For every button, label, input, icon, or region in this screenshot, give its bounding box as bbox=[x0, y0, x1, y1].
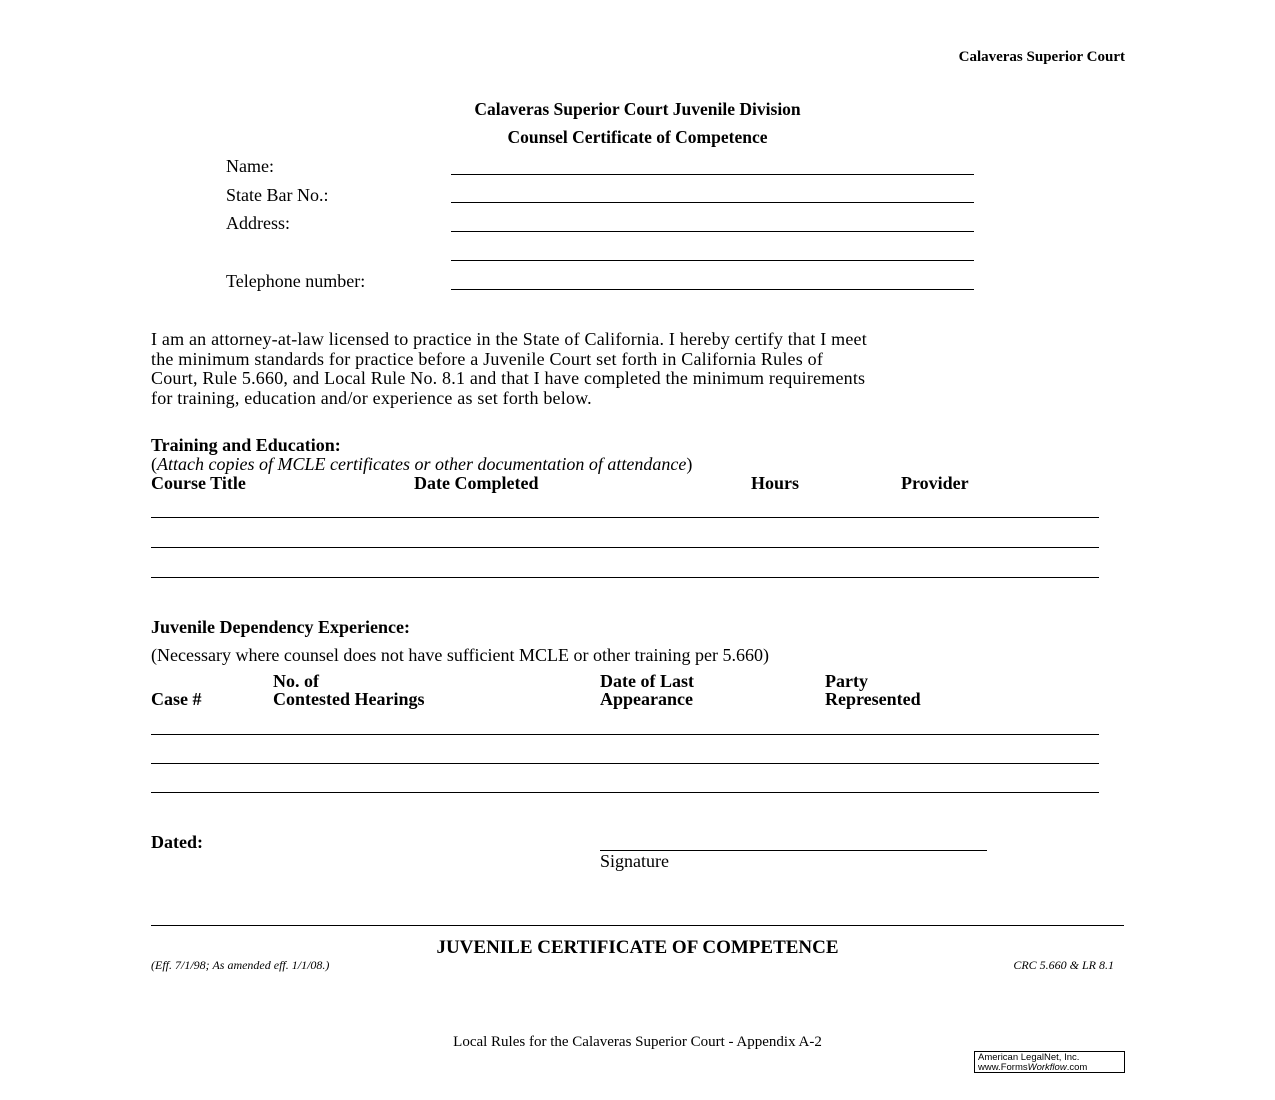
column-case-number: Case # bbox=[151, 689, 202, 709]
address-field-line-2[interactable] bbox=[451, 260, 974, 261]
certification-line: I am an attorney-at-law licensed to practice in the State of California. I hereby certify that I meet bbox=[151, 329, 867, 349]
column-last-appearance-line2: Appearance bbox=[600, 689, 693, 709]
training-entry-line[interactable] bbox=[151, 547, 1099, 548]
name-field-line[interactable] bbox=[451, 174, 974, 175]
column-date-completed: Date Completed bbox=[414, 473, 539, 493]
address-field-line-1[interactable] bbox=[451, 231, 974, 232]
dated-label: Dated: bbox=[151, 832, 203, 852]
certification-line: Court, Rule 5.660, and Local Rule No. 8.1 and that I have completed the minimum requirements bbox=[151, 368, 866, 388]
column-provider: Provider bbox=[901, 473, 969, 493]
footer-title: JUVENILE CERTIFICATE OF COMPETENCE bbox=[436, 937, 839, 958]
form-title-division: Calaveras Superior Court Juvenile Division bbox=[474, 99, 801, 119]
footer-divider bbox=[151, 925, 1124, 926]
certification-line: the minimum standards for practice before a Juvenile Court set forth in California Rules of bbox=[151, 348, 824, 369]
appendix-caption: Local Rules for the Calaveras Superior Court - Appendix A-2 bbox=[453, 1034, 822, 1050]
experience-entry-line[interactable] bbox=[151, 763, 1099, 764]
certification-paragraph bbox=[151, 330, 1131, 408]
experience-entry-line[interactable] bbox=[151, 792, 1099, 793]
training-entry-line[interactable] bbox=[151, 577, 1099, 578]
state-bar-label: State Bar No.: bbox=[226, 185, 329, 205]
training-heading: Training and Education: bbox=[151, 435, 341, 455]
training-entry-line[interactable] bbox=[151, 517, 1099, 518]
column-hearings-line1: No. of bbox=[273, 671, 319, 691]
experience-entry-line[interactable] bbox=[151, 734, 1099, 735]
publisher-name: American LegalNet, Inc. bbox=[978, 1052, 1080, 1063]
column-course-title: Course Title bbox=[151, 473, 246, 493]
column-party-line2: Represented bbox=[825, 689, 921, 709]
training-note: (Attach copies of MCLE certificates or other documentation of attendance) bbox=[151, 454, 693, 474]
experience-note: (Necessary where counsel does not have sufficient MCLE or other training per 5.660) bbox=[151, 645, 769, 665]
form-title-certificate: Counsel Certificate of Competence bbox=[507, 127, 768, 147]
certification-line: for training, education and/or experience as set forth below. bbox=[151, 387, 592, 408]
experience-heading: Juvenile Dependency Experience: bbox=[151, 617, 410, 637]
effective-date-note: (Eff. 7/1/98; As amended eff. 1/1/08.) bbox=[151, 958, 330, 972]
column-hours: Hours bbox=[751, 473, 800, 493]
rule-reference: CRC 5.660 & LR 8.1 bbox=[1013, 958, 1114, 972]
address-label: Address: bbox=[226, 213, 290, 233]
state-bar-field-line[interactable] bbox=[451, 202, 974, 203]
name-label: Name: bbox=[226, 156, 274, 176]
telephone-field-line[interactable] bbox=[451, 289, 974, 290]
publisher-url: www.FormsWorkflow.com bbox=[978, 1062, 1088, 1073]
column-party-line1: Party bbox=[825, 671, 868, 691]
telephone-label: Telephone number: bbox=[226, 271, 366, 291]
court-header: Calaveras Superior Court bbox=[958, 49, 1125, 65]
signature-label: Signature bbox=[600, 851, 669, 871]
column-hearings-line2: Contested Hearings bbox=[273, 689, 425, 709]
column-last-appearance-line1: Date of Last bbox=[600, 671, 694, 691]
publisher-badge bbox=[974, 1051, 1125, 1073]
